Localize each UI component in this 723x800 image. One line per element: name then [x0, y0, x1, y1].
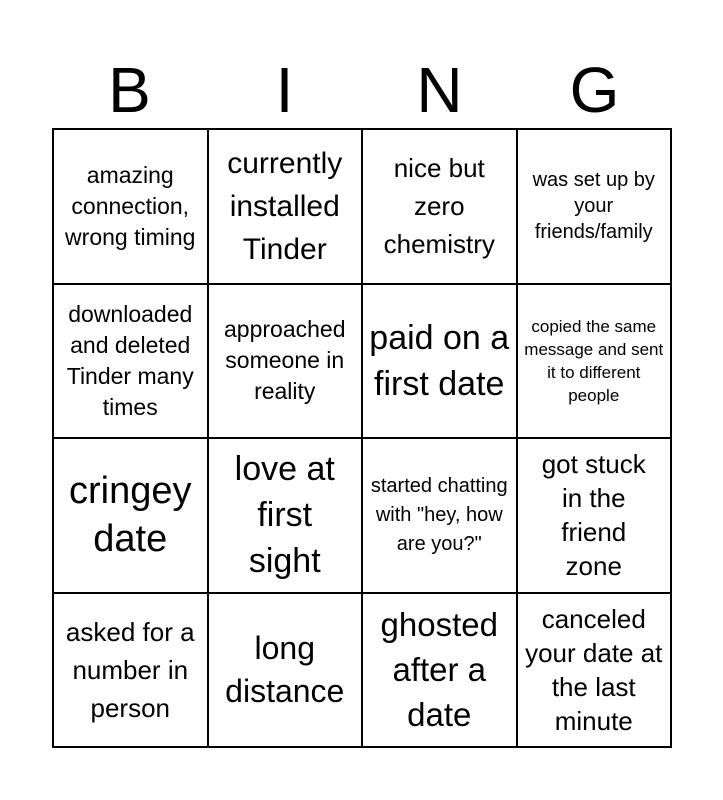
bingo-cell[interactable]: [53, 129, 208, 284]
bingo-cell[interactable]: [208, 438, 363, 593]
header-letter-i: I: [275, 54, 294, 126]
header-letter-n: N: [416, 54, 463, 126]
cell-text: started chatting with "hey, how are you?": [370, 474, 508, 555]
header-letter-g: G: [569, 54, 620, 126]
cell-text: love at first sight: [234, 450, 335, 581]
cell-text: currently installed Tinder: [227, 146, 343, 266]
bingo-cell[interactable]: [53, 438, 208, 593]
bingo-cell[interactable]: [517, 438, 672, 593]
bingo-cell[interactable]: [362, 438, 517, 593]
cell-text: paid on a first date: [369, 318, 510, 403]
cell-text: was set up by your friends/family: [532, 169, 655, 244]
cell-text: canceled your date at the last minute: [525, 603, 663, 736]
bingo-cell[interactable]: [362, 284, 517, 439]
cell-text: nice but zero chemistry: [383, 153, 495, 260]
bingo-cell[interactable]: [517, 593, 672, 748]
bingo-cell[interactable]: [362, 593, 517, 748]
bingo-cell[interactable]: [208, 284, 363, 439]
bingo-cell[interactable]: [517, 284, 672, 439]
cell-text: approached someone in reality: [224, 316, 346, 405]
bingo-cell[interactable]: [208, 593, 363, 748]
header-letter-b: B: [108, 54, 151, 126]
bingo-board: [52, 128, 672, 748]
bingo-header: [52, 52, 672, 128]
bingo-cell[interactable]: [362, 129, 517, 284]
cell-text: ghosted after a date: [380, 606, 498, 734]
cell-text: long distance: [225, 629, 345, 709]
bingo-cell[interactable]: [517, 129, 672, 284]
bingo-cell[interactable]: [53, 284, 208, 439]
cell-text: downloaded and deleted Tinder many times: [66, 300, 194, 420]
cell-text: asked for a number in person: [65, 616, 195, 723]
cell-text: cringey date: [69, 470, 192, 561]
bingo-cell[interactable]: [208, 129, 363, 284]
cell-text: copied the same message and sent it to different people: [524, 316, 664, 405]
bingo-cell[interactable]: [53, 593, 208, 748]
cell-text: amazing connection, wrong timing: [65, 161, 196, 250]
cell-text: got stuck in the friend zone: [541, 449, 646, 582]
